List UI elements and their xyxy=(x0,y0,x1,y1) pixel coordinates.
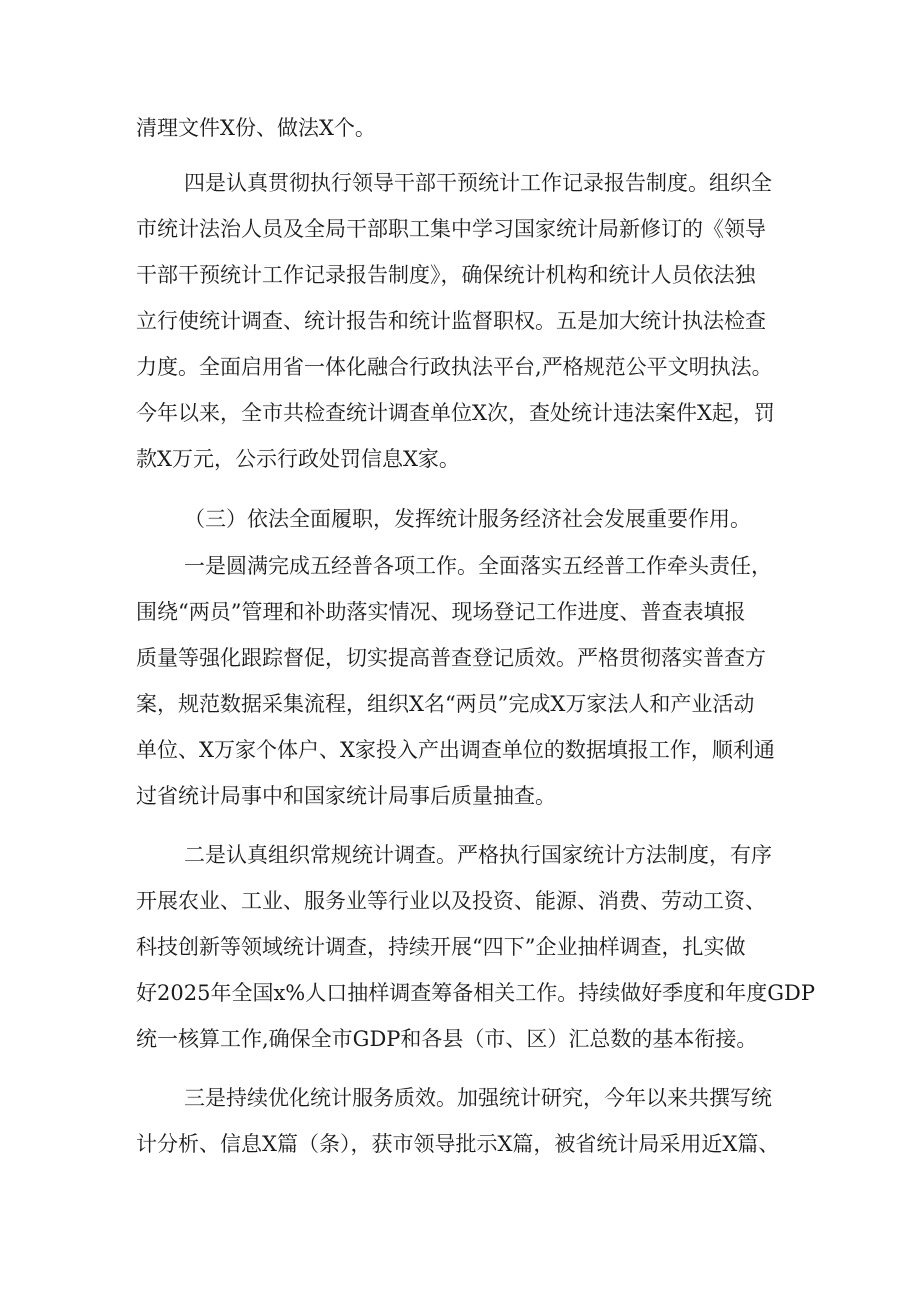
text-line: 统一核算工作,确保全市GDP和各县（市、区）汇总数的基本衔接。 xyxy=(136,1027,758,1051)
paragraph-start-line: 一是圆满完成五经普各项工作。全面落实五经普工作牵头责任， xyxy=(184,554,772,578)
text-line: 案，规范数据采集流程，组织X名“两员”完成X万家法人和产业活动 xyxy=(136,692,755,716)
text-line: 立行使统计调查、统计报告和统计监督职权。五是加大统计执法检查 xyxy=(136,309,766,333)
paragraph-start-line: 四是认真贯彻执行领导干部干预统计工作记录报告制度。组织全 xyxy=(184,171,772,195)
text-line: 开展农业、工业、服务业等行业以及投资、能源、消费、劳动工资、 xyxy=(136,889,766,913)
text-line: 今年以来，全市共检查统计调查单位X次，查处统计违法案件X起，罚 xyxy=(136,401,775,425)
text-line: 市统计法治人员及全局干部职工集中学习国家统计局新修订的《领导 xyxy=(136,217,766,241)
text-line: 计分析、信息X篇（条），获市领导批示X篇，被省统计局采用近X篇、 xyxy=(136,1132,780,1156)
paragraph-start-line: 三是持续优化统计服务质效。加强统计研究，今年以来共撰写统 xyxy=(184,1086,772,1110)
text-line: 干部干预统计工作记录报告制度》，确保统计机构和统计人员依法独 xyxy=(136,263,756,287)
text-line: 单位、X万家个体户、X家投入产出调查单位的数据填报工作，顺利通 xyxy=(136,738,775,762)
text-line: 力度。全面启用省一体化融合行政执法平台,严格规范公平文明执法。 xyxy=(136,355,773,379)
text-line: 好2025年全国x%人口抽样调查筹备相关工作。持续做好季度和年度GDP xyxy=(136,981,815,1005)
paragraph-start-line: 二是认真组织常规统计调查。严格执行国家统计方法制度，有序 xyxy=(184,843,772,867)
text-line: 过省统计局事中和国家统计局事后质量抽查。 xyxy=(136,784,556,808)
text-line: 清理文件X份、做法X个。 xyxy=(136,116,376,140)
text-line: 质量等强化跟踪督促，切实提高普查登记质效。严格贯彻落实普查方 xyxy=(136,646,766,670)
text-line: 围绕“两员”管理和补助落实情况、现场登记工作进度、普查表填报 xyxy=(136,600,746,624)
text-line: 款X万元，公示行政处罚信息X家。 xyxy=(136,447,460,471)
text-line: 科技创新等领域统计调查，持续开展“四下”企业抽样调查，扎实做 xyxy=(136,935,746,959)
section-heading: （三）依法全面履职，发挥统计服务经济社会发展重要作用。 xyxy=(184,507,751,531)
